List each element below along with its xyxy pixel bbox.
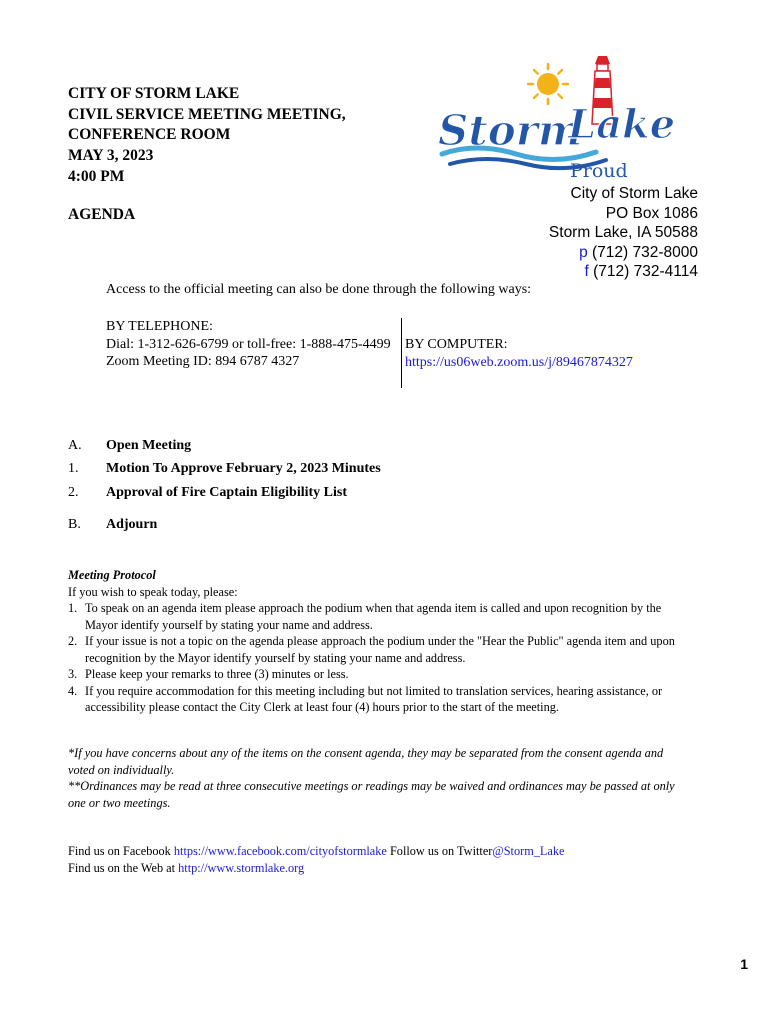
protocol-step-text: To speak on an agenda item please approach the podium when that agenda item is called and upon recognition by the Mayor identify yourself by stating your name and address. [85,601,662,632]
protocol-step [68,666,696,683]
agenda-item-number: B. [68,517,81,532]
facebook-label: Find us on Facebook [68,844,171,858]
social-row [68,843,565,860]
computer-access [405,336,633,371]
access-intro: Access to the official meeting can also be done through the following ways: [106,282,532,297]
protocol-step [68,683,696,716]
sun-icon [528,64,568,104]
storm-lake-logo-graphic [436,50,704,186]
facebook-link[interactable]: https://www.facebook.com/cityofstormlake [173,844,387,858]
telephone-access [106,318,396,371]
agenda-item-number: 1. [68,461,79,476]
protocol-steps [68,600,696,716]
agenda-item-number: 2. [68,485,79,500]
page-number: 1 [740,956,748,972]
logo-word-lake: Lake [568,101,676,148]
header-line-room: CONFERENCE ROOM [68,126,231,144]
protocol-step [68,633,696,666]
social-links [68,843,565,877]
meeting-protocol [68,567,696,716]
address-pobox: PO Box 1086 [605,204,698,222]
agenda-item [68,438,568,456]
agenda-item [68,485,568,503]
header-line-time: 4:00 PM [68,167,125,185]
address-phone-row [549,243,698,263]
agenda-notes [68,745,688,811]
protocol-step-number: 1. [68,601,78,615]
address-name: City of Storm Lake [570,185,698,202]
agenda-item-number: A. [68,438,82,453]
meeting-header [68,84,346,188]
storm-lake-logo [436,50,704,186]
protocol-intro: If you wish to speak today, please: [68,584,238,599]
zoom-link[interactable]: https://us06web.zoom.us/j/89467874327 [405,354,633,370]
header-line-date: MAY 3, 2023 [68,147,154,165]
website-link[interactable]: http://www.stormlake.org [178,861,305,875]
telephone-heading: BY TELEPHONE: [106,319,213,334]
phone-prefix: p [579,243,588,261]
consent-agenda-note: *If you have concerns about any of the items on the consent agenda, they may be separated from the consent agenda and voted on individually. [68,746,664,777]
computer-heading: BY COMPUTER: [405,337,508,352]
header-line-city: CITY OF STORM LAKE [68,85,240,102]
protocol-step-text: Please keep your remarks to three (3) minutes or less. [85,667,349,681]
web-row [68,860,565,877]
address-fax-row [549,262,698,282]
agenda-item-text: Approval of Fire Captain Eligibility List [106,485,348,500]
agenda-item [68,517,568,535]
protocol-step-number: 2. [68,634,78,648]
telephone-dial: Dial: 1-312-626-6799 or toll-free: 1-888-475-4499 [106,336,391,352]
protocol-title: Meeting Protocol [68,568,156,582]
fax-prefix: f [584,263,589,280]
agenda-item-text: Motion To Approve February 2, 2023 Minutes [106,461,381,476]
protocol-step-number: 3. [68,667,78,681]
logo-word-storm: Storm [438,106,583,155]
protocol-step-number: 4. [68,683,78,698]
telephone-zoom-id: Zoom Meeting ID: 894 6787 4327 [106,354,300,369]
header-line-meeting: CIVIL SERVICE MEETING MEETING, [68,105,346,123]
agenda-item [68,461,568,479]
address-phone: (712) 732-8000 [592,243,698,261]
ordinances-note: **Ordinances may be read at three consecutive meetings or readings may be waived and ordinances may be passed at only one or two meetings. [68,779,675,810]
agenda-heading: AGENDA [68,206,136,223]
access-divider [401,318,402,388]
address-fax: (712) 732-4114 [593,263,698,280]
address-city: Storm Lake, IA 50588 [548,224,698,241]
protocol-step [68,600,696,633]
twitter-link[interactable]: @Storm_Lake [492,844,565,858]
city-address [549,184,698,282]
twitter-label: Follow us on Twitter [389,844,493,858]
agenda-item-text: Adjourn [106,517,158,532]
agenda-item-text: Open Meeting [106,438,192,453]
web-label: Find us on the Web at [68,861,176,875]
protocol-step-text: If you require accommodation for this meeting including but not limited to translation services, hearing assistance, or accessibility please contact the City Clerk at least four (4) hours prior to the start of the meeting. [85,683,663,714]
logo-tagline: Proud [570,160,628,182]
protocol-step-text: If your issue is not a topic on the agenda please approach the podium under the "Hear the Public" agenda item and upon recognition by the Mayor identify yourself by stating your name and address. [85,634,675,665]
